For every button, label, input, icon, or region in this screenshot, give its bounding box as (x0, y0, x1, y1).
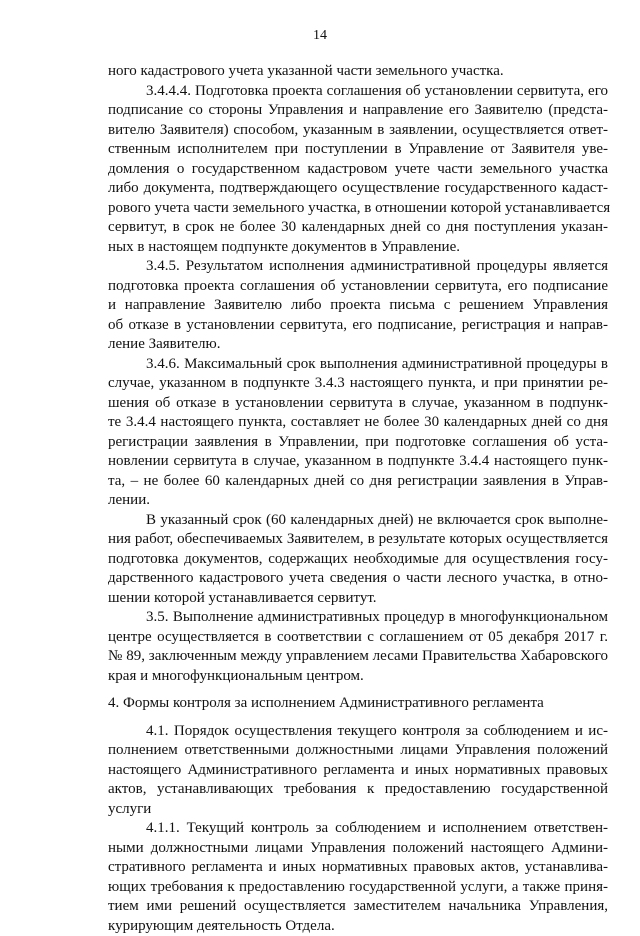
text-line: подготовка проекта соглашения об установлении сервитута, его подписание (108, 277, 608, 297)
text-line: и направление Заявителю либо проекта письма с решением Управления (108, 296, 608, 316)
text-line: ление Заявителю. (108, 335, 608, 355)
text-line: сервитут, в срок не более 30 календарных дней со дня поступления указан- (108, 218, 608, 238)
text-line: ных в настоящем подпункте документов в Управление. (108, 238, 608, 258)
text-line: вителю Заявителя) способом, указанным в заявлении, осуществляется ответ- (108, 121, 608, 141)
paragraph (108, 608, 608, 686)
text-line: края и многофункциональным центром. (108, 667, 608, 687)
text-line: те 3.4.4 настоящего пункта, составляет не более 30 календарных дней со дня (108, 413, 608, 433)
text-line: ния работ, обеспечиваемых Заявителем, в результате которых осуществляется (108, 530, 608, 550)
text-line: 3.5. Выполнение административных процедур в многофункциональном (108, 608, 608, 628)
text-line: ственным исполнителем при поступлении в Управление от Заявителя уве- (108, 140, 608, 160)
text-line: ного кадастрового учета указанной части земельного участка. (108, 62, 608, 82)
paragraph-spacer (108, 714, 608, 722)
text-line: шения об отказе в установлении сервитута в случае, указанном в подпунк- (108, 394, 608, 414)
text-line: курирующим деятельность Отдела. (108, 917, 608, 936)
text-line: случае, указанном в подпункте 3.4.3 настоящего пункта, и при принятии ре- (108, 374, 608, 394)
text-line: 4. Формы контроля за исполнением Административного регламента (108, 694, 608, 714)
text-line: полнением ответственными должностными лицами Управления положений (108, 741, 608, 761)
paragraph (108, 722, 608, 820)
paragraph (108, 257, 608, 355)
text-line: 4.1. Порядок осуществления текущего контроля за соблюдением и ис- (108, 722, 608, 742)
text-line: 3.4.4.4. Подготовка проекта соглашения об установлении сервитута, его (108, 82, 608, 102)
text-line: настоящего Административного регламента и иных нормативных правовых (108, 761, 608, 781)
text-line: В указанный срок (60 календарных дней) не включается срок выполне- (108, 511, 608, 531)
text-line: центре осуществляется в соответствии с соглашением от 05 декабря 2017 г. (108, 628, 608, 648)
text-line: рового учета части земельного участка, в отношении которой устанавливается (108, 199, 608, 219)
text-line: № 89, заключенным между управлением лесами Правительства Хабаровского (108, 647, 608, 667)
text-line: та, – не более 60 календарных дней со дня регистрации заявления в Управ- (108, 472, 608, 492)
text-line: 4.1.1. Текущий контроль за соблюдением и исполнением ответствен- (108, 819, 608, 839)
paragraph (108, 819, 608, 936)
text-line: новлении сервитута в случае, указанном в подпункте 3.4.4 настоящего пунк- (108, 452, 608, 472)
text-line: 3.4.5. Результатом исполнения административной процедуры является (108, 257, 608, 277)
paragraph (108, 82, 608, 258)
text-line: дарственного кадастрового учета сведения о части лесного участка, в отно- (108, 569, 608, 589)
text-line: подготовка документов, содержащих необходимые для осуществления госу- (108, 550, 608, 570)
paragraph (108, 355, 608, 511)
text-line: об отказе в установлении сервитута, его подписание, регистрация и направ- (108, 316, 608, 336)
paragraph-spacer (108, 686, 608, 694)
text-line: регистрации заявления в Управлении, при подготовке соглашения об уста- (108, 433, 608, 453)
text-line: 3.4.6. Максимальный срок выполнения административной процедуры в (108, 355, 608, 375)
text-line: домления о государственном кадастровом учете части земельного участка (108, 160, 608, 180)
document-body (108, 62, 608, 936)
text-line: либо документа, подтверждающего осуществление государственного кадаст- (108, 179, 608, 199)
text-line: тием ими решений осуществляется заместителем начальника Управления, (108, 897, 608, 917)
text-line: ными должностными лицами Управления положений настоящего Админи- (108, 839, 608, 859)
text-line: ющих требования к предоставлению государственной услуги, а также приня- (108, 878, 608, 898)
text-line: услуги (108, 800, 608, 820)
paragraph (108, 511, 608, 609)
text-line: подписание со стороны Управления и направление его Заявителю (предста- (108, 101, 608, 121)
paragraph (108, 62, 608, 82)
text-line: шении которой устанавливается сервитут. (108, 589, 608, 609)
section-heading (108, 694, 608, 714)
page-number: 14 (0, 26, 640, 46)
text-line: стративного регламента и иных нормативных правовых актов, устанавлива- (108, 858, 608, 878)
text-line: актов, устанавливающих требования к предоставлению государственной (108, 780, 608, 800)
text-line: лении. (108, 491, 608, 511)
